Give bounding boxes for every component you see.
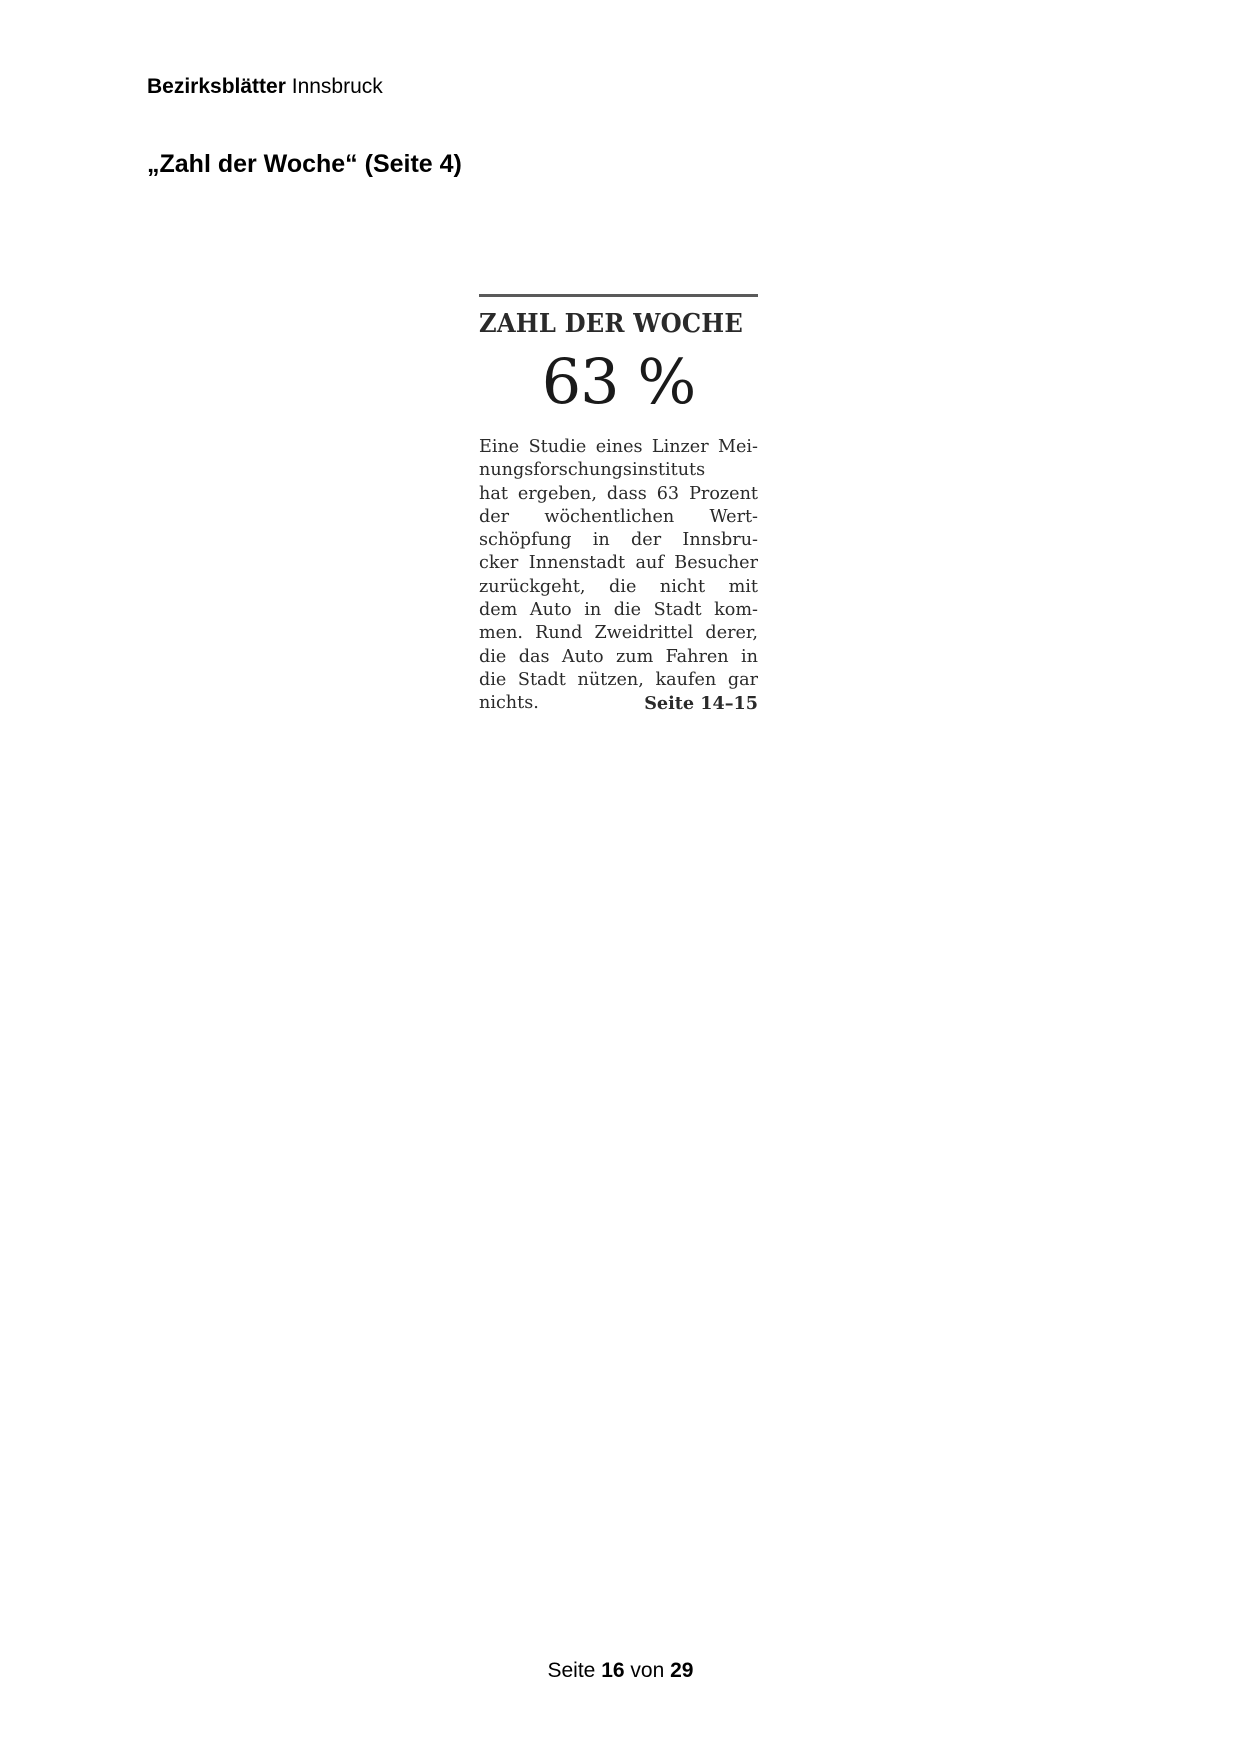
clipping-body-line: hat ergeben, dass 63 Prozent xyxy=(479,483,758,504)
clipping-body-line: zurückgeht, die nicht mit xyxy=(479,576,758,597)
page-heading: „Zahl der Woche“ (Seite 4) xyxy=(147,150,462,178)
clipping-body-line: die Stadt nützen, kaufen gar xyxy=(479,669,758,690)
clipping-body-line: dem Auto in die Stadt kom- xyxy=(479,600,758,621)
clipping-title: ZAHL DER WOCHE xyxy=(479,309,743,339)
clipping-body-end-text: nichts. xyxy=(479,693,539,714)
clipping-body-line: schöpfung in der Innsbru- xyxy=(479,530,758,551)
clipping-body-line: men. Rund Zweidrittel derer, xyxy=(479,623,758,644)
document-header xyxy=(147,74,383,100)
clipping-page-reference: Seite 14–15 xyxy=(644,693,758,715)
footer-separator: von xyxy=(630,1659,665,1682)
clipping-number: 63 % xyxy=(541,345,696,418)
footer-prefix: Seite xyxy=(547,1659,596,1682)
page-footer xyxy=(0,1658,1241,1684)
clipping-body-line: nungsforschungsinstituts xyxy=(479,460,706,481)
clipping-body-last-line xyxy=(479,692,758,715)
current-page-number: 16 xyxy=(601,1659,625,1682)
total-page-count: 29 xyxy=(670,1659,694,1682)
publication-name: Bezirksblätter xyxy=(147,75,286,98)
newspaper-clipping xyxy=(479,294,758,716)
clipping-body xyxy=(479,436,758,716)
clipping-body-line: Eine Studie eines Linzer Mei- xyxy=(479,437,758,457)
clipping-body-line: cker Innenstadt auf Besucher xyxy=(479,553,758,574)
clipping-body-line: die das Auto zum Fahren in xyxy=(479,646,758,667)
clipping-top-rule xyxy=(479,294,758,297)
clipping-body-line: der wöchentlichen Wert- xyxy=(479,506,758,527)
region-name: Innsbruck xyxy=(291,75,383,98)
